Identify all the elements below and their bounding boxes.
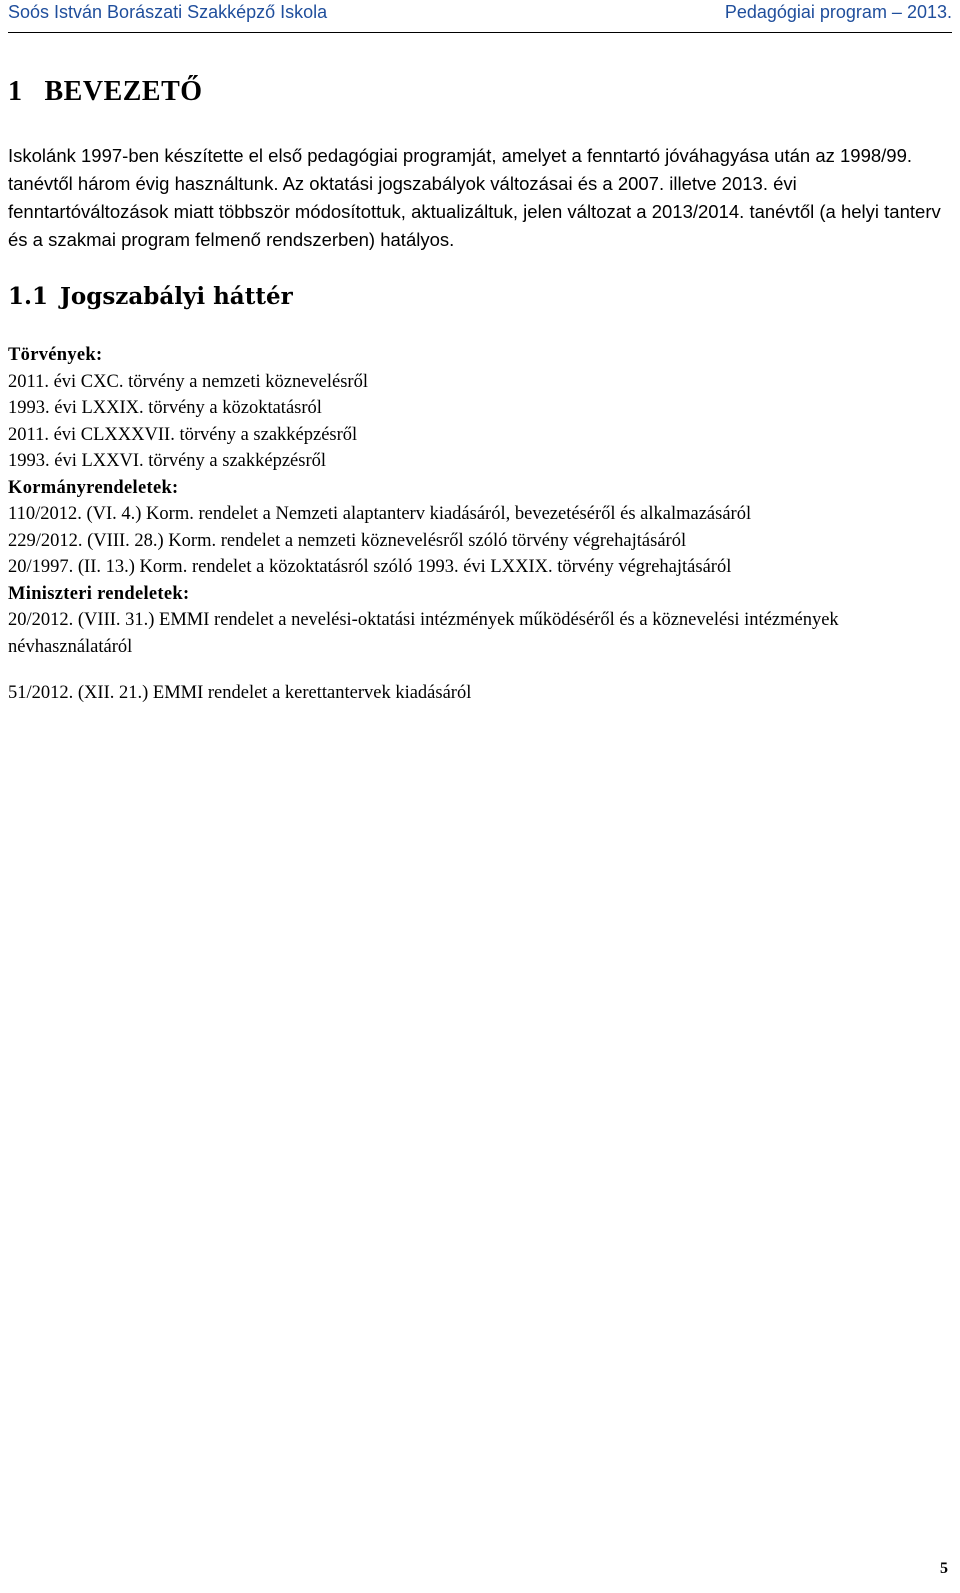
laws-label: Törvények: bbox=[8, 345, 103, 365]
government-decree-item: 229/2012. (VIII. 28.) Korm. rendelet a nemzeti köznevelésről szóló törvény végrehajtásáról bbox=[8, 530, 687, 551]
ministerial-decrees-label: Miniszteri rendeletek: bbox=[8, 583, 190, 604]
law-item: 2011. évi CLXXXVII. törvény a szakképzésről bbox=[8, 424, 358, 445]
section-number: 1 bbox=[8, 76, 23, 107]
intro-paragraph-container bbox=[8, 142, 953, 254]
page-number: 5 bbox=[940, 1560, 948, 1577]
law-item: 1993. évi LXXIX. törvény a közoktatásról bbox=[8, 398, 322, 418]
ministerial-decree-item-last: 51/2012. (XII. 21.) EMMI rendelet a kerettantervek kiadásáról bbox=[8, 683, 472, 703]
law-item: 2011. évi CXC. törvény a nemzeti köznevelésről bbox=[8, 371, 368, 392]
ministerial-decree-item: 20/2012. (VIII. 31.) EMMI rendelet a nevelési-oktatási intézmények működéséről és a köznevelési intézmények névhasználatáról bbox=[8, 610, 839, 657]
subsection-number: 1.1 bbox=[8, 283, 49, 310]
header-school-name: Soós István Borászati Szakképző Iskola bbox=[8, 2, 328, 22]
intro-paragraph: Iskolánk 1997-ben készítette el első pedagógiai programját, amelyet a fenntartó jóváhagyása után az 1998/99. tanévtől három évig használtunk. Az oktatási jogszabályok változásai és a 2007. illetve 2013. évi fenntartóváltozások miatt többször módosítottuk, aktualizáltuk, jelen változat a 2013/2014. tanévtől (a helyi tanterv és a szakmai program felmenő rendszerben) hatályos. bbox=[8, 145, 941, 250]
section-title: BEVEZETŐ bbox=[44, 76, 203, 107]
section-heading-1-1 bbox=[8, 283, 293, 310]
government-decree-item: 20/1997. (II. 13.) Korm. rendelet a közoktatásról szóló 1993. évi LXXIX. törvény végrehajtásáról bbox=[8, 557, 732, 577]
government-decrees-label: Kormányrendeletek: bbox=[8, 477, 179, 498]
law-list bbox=[8, 342, 953, 660]
page-header bbox=[8, 0, 952, 33]
section-heading-1 bbox=[8, 76, 203, 108]
header-document-title: Pedagógiai program – 2013. bbox=[724, 2, 952, 22]
government-decree-item: 110/2012. (VI. 4.) Korm. rendelet a Nemzeti alaptanterv kiadásáról, bevezetéséről és alkalmazásáról bbox=[8, 504, 752, 524]
law-item: 1993. évi LXXVI. törvény a szakképzésről bbox=[8, 451, 326, 471]
subsection-title: Jogszabályi háttér bbox=[60, 283, 293, 310]
